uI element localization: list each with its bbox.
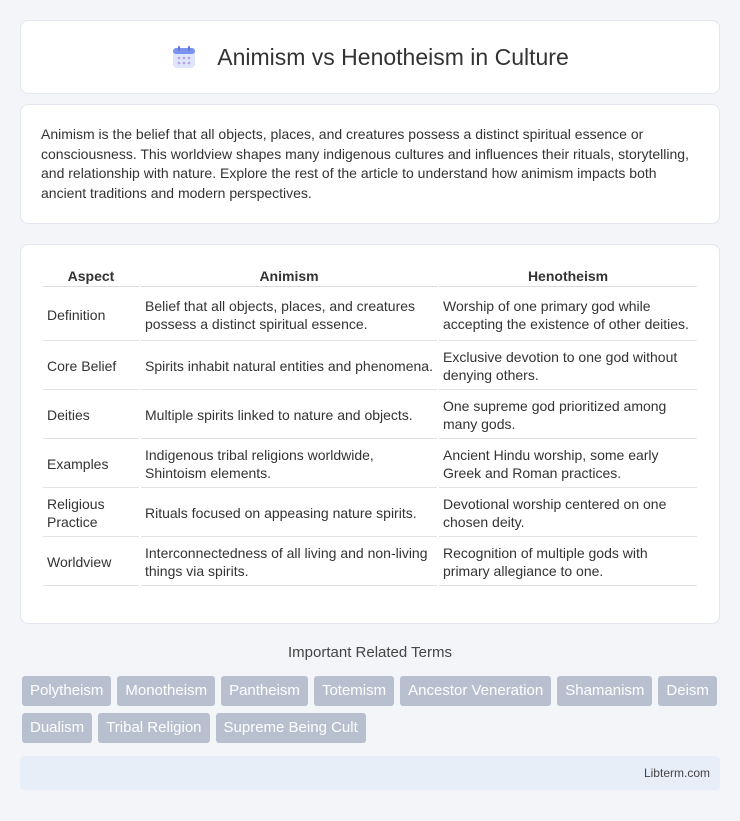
cell-aspect: Deities <box>43 392 139 439</box>
tag-shamanism[interactable]: Shamanism <box>557 676 652 706</box>
cell-animism: Indigenous tribal religions worldwide, Shintoism elements. <box>141 441 437 488</box>
table-row <box>43 441 697 488</box>
cell-henotheism: Exclusive devotion to one god without denying others. <box>439 343 697 390</box>
footer-brand-link[interactable]: Libterm.com <box>643 766 710 780</box>
cell-animism: Multiple spirits linked to nature and objects. <box>141 392 437 439</box>
related-terms-list <box>22 676 722 743</box>
table-row <box>43 289 697 341</box>
comparison-table <box>41 265 699 588</box>
cell-animism: Rituals focused on appeasing nature spirits. <box>141 490 437 537</box>
table-header-row <box>43 267 697 287</box>
cell-aspect: Core Belief <box>43 343 139 390</box>
cell-animism: Interconnectedness of all living and non-living things via spirits. <box>141 539 437 586</box>
tag-tribal-religion[interactable]: Tribal Religion <box>98 713 209 743</box>
cell-henotheism: Worship of one primary god while accepting the existence of other deities. <box>439 289 697 341</box>
cell-aspect: Definition <box>43 289 139 341</box>
cell-aspect: Religious Practice <box>43 490 139 537</box>
table-row <box>43 490 697 537</box>
page-title: Animism vs Henotheism in Culture <box>217 43 569 70</box>
table-row <box>43 343 697 390</box>
table-row <box>43 539 697 586</box>
tag-pantheism[interactable]: Pantheism <box>221 676 308 706</box>
cell-animism: Belief that all objects, places, and creatures possess a distinct spiritual essence. <box>141 289 437 341</box>
tag-monotheism[interactable]: Monotheism <box>117 676 215 706</box>
cell-henotheism: Devotional worship centered on one chosen deity. <box>439 490 697 537</box>
cell-aspect: Worldview <box>43 539 139 586</box>
intro-text: Animism is the belief that all objects, places, and creatures possess a distinct spiritual essence or consciousness. This worldview shapes many indigenous cultures and influences their rituals, storytelling, and relationship with nature. Explore the rest of the article to understand how animism impacts both ancient traditions and modern perspectives. <box>41 126 689 201</box>
header-animism: Animism <box>141 267 437 287</box>
tag-ancestor-veneration[interactable]: Ancestor Veneration <box>400 676 551 706</box>
cell-henotheism: Ancient Hindu worship, some early Greek and Roman practices. <box>439 441 697 488</box>
tag-deism[interactable]: Deism <box>658 676 717 706</box>
cell-henotheism: Recognition of multiple gods with primary allegiance to one. <box>439 539 697 586</box>
cell-aspect: Examples <box>43 441 139 488</box>
footer <box>20 756 720 790</box>
tag-dualism[interactable]: Dualism <box>22 713 92 743</box>
cell-henotheism: One supreme god prioritized among many gods. <box>439 392 697 439</box>
header-aspect: Aspect <box>43 267 139 287</box>
title-card <box>20 20 720 94</box>
calendar-icon <box>171 44 197 70</box>
table-row <box>43 392 697 439</box>
related-terms-title: Important Related Terms <box>288 644 452 661</box>
comparison-card <box>20 244 720 624</box>
header-henotheism: Henotheism <box>439 267 697 287</box>
tag-totemism[interactable]: Totemism <box>314 676 394 706</box>
intro-card <box>20 104 720 224</box>
tag-polytheism[interactable]: Polytheism <box>22 676 111 706</box>
cell-animism: Spirits inhabit natural entities and phenomena. <box>141 343 437 390</box>
tag-supreme-being-cult[interactable]: Supreme Being Cult <box>216 713 366 743</box>
